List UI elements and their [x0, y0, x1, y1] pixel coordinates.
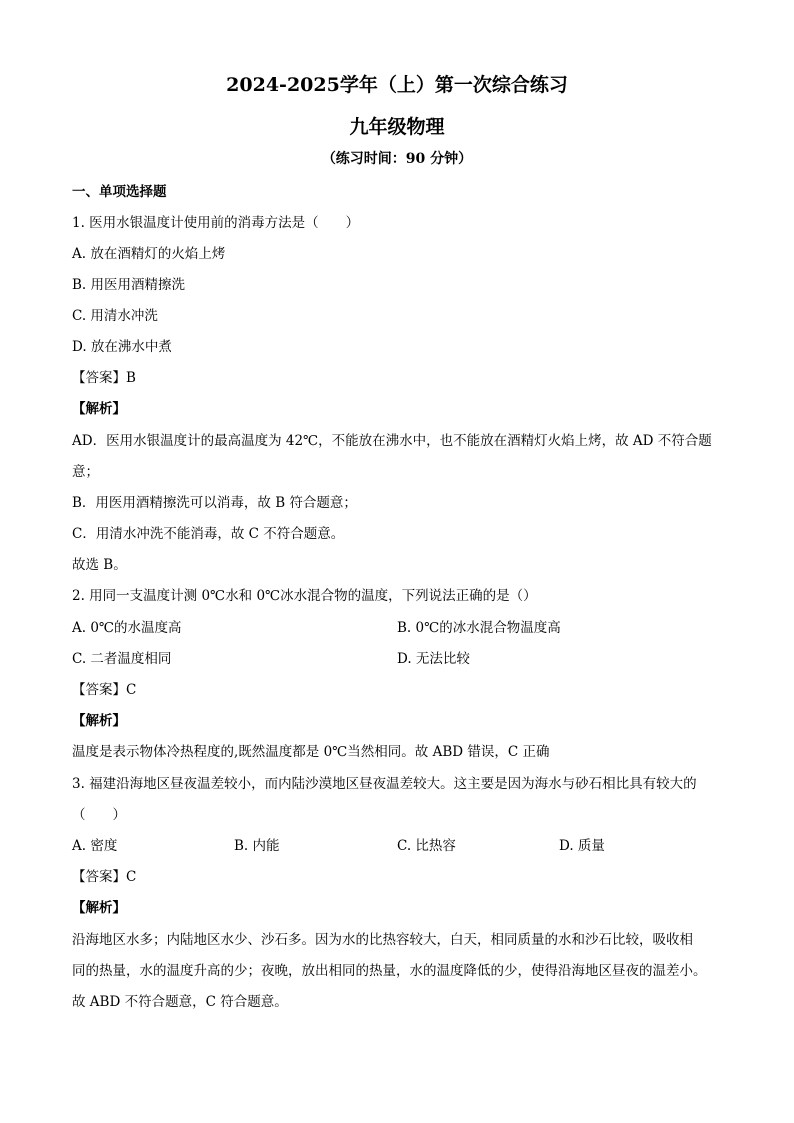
q2-option-b: B. 0℃的冰水混合物温度高 — [397, 620, 561, 636]
q1-option-d: D. 放在沸水中煮 — [72, 339, 172, 355]
q1-analysis-line-2: 意； — [72, 464, 99, 480]
q1-analysis-line-1: AD．医用水银温度计的最高温度为 42℃，不能放在沸水中，也不能放在酒精灯火焰上烤，故 AD 不符合题 — [72, 433, 712, 449]
section-heading: 一、单项选择题 — [72, 184, 167, 200]
q2-option-c: C. 二者温度相同 — [72, 651, 172, 667]
q1-analysis-line-5: 故选 B。 — [72, 557, 127, 573]
q3-stem-line-1: 3. 福建沿海地区昼夜温差较小，而内陆沙漠地区昼夜温差较大。这主要是因为海水与砂石相比具有较大的 — [72, 776, 697, 792]
q3-option-c: C. 比热容 — [397, 838, 456, 854]
q3-stem-line-2: （ ） — [72, 807, 126, 823]
q1-stem: 1. 医用水银温度计使用前的消毒方法是（ ） — [72, 215, 360, 231]
subject-title: 九年级物理 — [349, 116, 445, 138]
q2-analysis-line-1: 温度是表示物体冷热程度的,既然温度都是 0℃当然相同。故 ABD 错误，C 正确 — [72, 744, 550, 760]
q3-analysis-line-1: 沿海地区水多；内陆地区水少、沙石多。因为水的比热容较大，白天，相同质量的水和沙石比较，吸收相 — [72, 932, 693, 948]
q3-option-a: A. 密度 — [72, 838, 118, 854]
q3-option-d: D. 质量 — [559, 838, 605, 854]
q1-analysis-label: 【解析】 — [72, 401, 126, 417]
time-note: （练习时间：90 分钟） — [321, 151, 473, 167]
q3-analysis-label: 【解析】 — [72, 900, 126, 916]
exam-title: 2024-2025学年（上）第一次综合练习 — [226, 74, 568, 96]
q3-answer: 【答案】C — [72, 869, 137, 885]
q1-option-a: A. 放在酒精灯的火焰上烤 — [72, 246, 226, 262]
q1-analysis-line-3: B．用医用酒精擦洗可以消毒，故 B 符合题意； — [72, 495, 357, 511]
q1-analysis-line-4: C．用清水冲洗不能消毒，故 C 不符合题意。 — [72, 526, 345, 542]
q2-option-d: D. 无法比较 — [397, 651, 470, 667]
q2-answer: 【答案】C — [72, 682, 137, 698]
q1-option-b: B. 用医用酒精擦洗 — [72, 277, 186, 293]
q3-analysis-line-2: 同的热量，水的温度升高的少；夜晚，放出相同的热量，水的温度降低的少，使得沿海地区昼夜的温差小。 — [72, 963, 707, 979]
q3-option-b: B. 内能 — [234, 838, 280, 854]
q3-analysis-line-3: 故 ABD 不符合题意，C 符合题意。 — [72, 994, 288, 1010]
q2-analysis-label: 【解析】 — [72, 713, 126, 729]
q2-stem: 2. 用同一支温度计测 0℃水和 0℃冰水混合物的温度，下列说法正确的是（） — [72, 588, 537, 604]
q2-option-a: A. 0℃的水温度高 — [72, 620, 182, 636]
q1-answer: 【答案】B — [72, 370, 136, 386]
q1-option-c: C. 用清水冲洗 — [72, 308, 158, 324]
